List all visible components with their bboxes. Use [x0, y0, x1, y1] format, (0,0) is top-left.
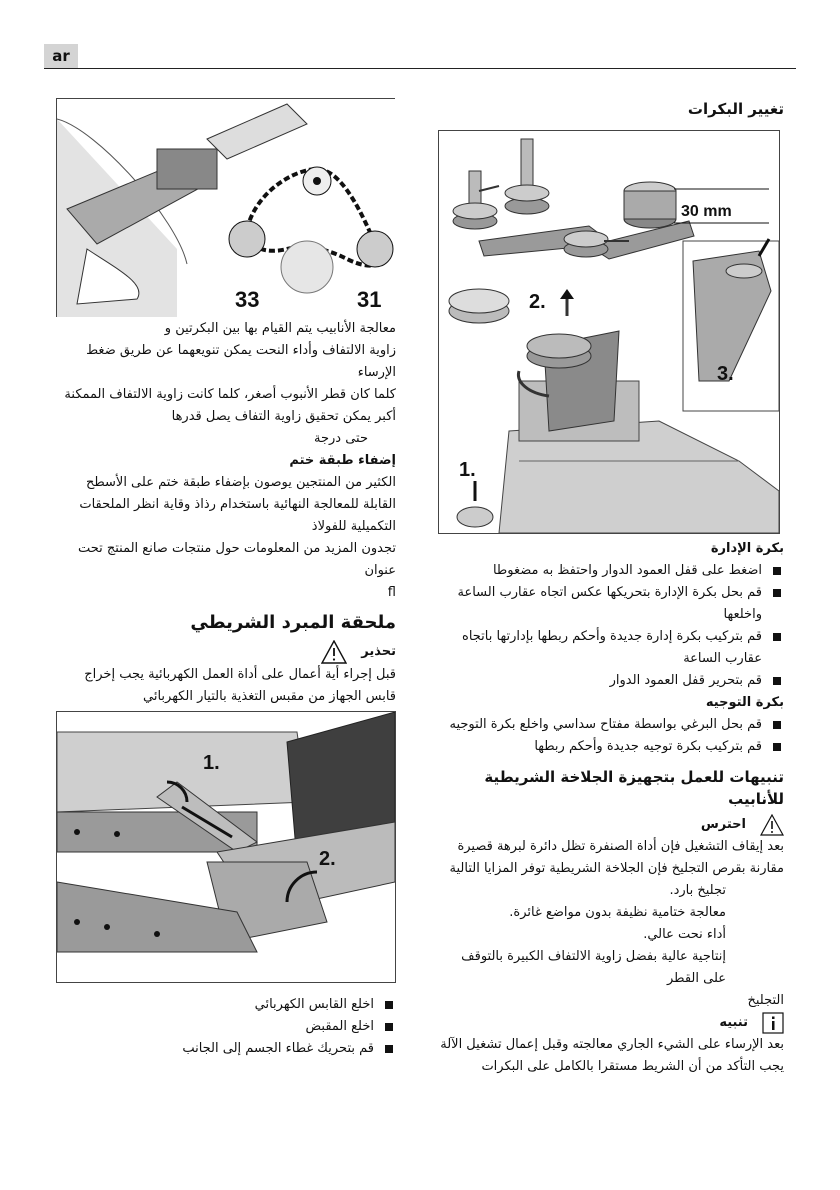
belt-wrap-figure: [56, 98, 395, 317]
para-rollers-line1: معالجة الأنابيب يتم القيام بها بين البكرتين و: [164, 321, 396, 336]
warning-label: تحذير: [361, 644, 396, 659]
belt-wrap-illustration: [57, 99, 395, 317]
warning-row: [56, 640, 396, 664]
mount-steps-block: [56, 994, 396, 1060]
note-text: بعد الإرساء على الشيء الجاري معالجته وقبل إعمال تشغيل الآلة يجب التأكد من أن الشريط مستقرا بالكامل على البكرات: [440, 1037, 784, 1074]
section-title-change-rollers: تغيير البكرات: [687, 100, 784, 118]
mount-step-2: 2.: [319, 848, 336, 870]
list-item: قم بتحرير قفل العمود الدوار: [436, 670, 784, 692]
drive-roller-heading: بكرة الإدارة: [710, 541, 784, 556]
accessory-title: ملحقة المبرد الشريطي: [190, 612, 396, 633]
note-row: [436, 1012, 784, 1034]
warning-triangle-icon: [321, 640, 347, 664]
caution-triangle-icon: [760, 814, 784, 836]
list-item: قم بتركيب بكرة توجيه جديدة وأحكم ربطها: [436, 736, 784, 758]
finish-text: الكثير من المنتجين يوصون بإضفاء طبقة ختم على الأسطح القابلة للمعالجة النهائية باستخدام رذاذ وقاية انظر الملحقات التكميلية للفولاذ: [79, 475, 396, 534]
advantages-list: [436, 880, 784, 990]
caution-text: بعد إيقاف التشغيل فإن أداة الصنفرة تظل دائرة لبرهة قصيرة: [457, 839, 784, 854]
header-rule: [44, 68, 796, 69]
callout-31: 31: [357, 287, 382, 312]
list-item: قم بتركيب بكرة إدارة جديدة وأحكم ربطها بإدارتها باتجاه عقارب الساعة: [436, 626, 784, 670]
list-item: قم بحل بكرة الإدارة بتحريكها عكس اتجاه عقارب الساعة واخلعها: [436, 582, 784, 626]
list-item: قم بتحريك غطاء الجسم إلى الجانب: [56, 1038, 396, 1060]
drive-roller-steps: [436, 560, 784, 692]
list-item: معالجة ختامية نظيفة بدون مواضع غائرة.: [509, 905, 726, 920]
figure-step-3: 3.: [717, 363, 734, 385]
figure-step-1: 1.: [459, 459, 476, 481]
tips-heading: تنبيهات للعمل بتجهيزة الجلاخة الشريطية للأنابيب: [484, 768, 784, 808]
finish-more: تجدون المزيد من المعلومات حول منتجات صانع المنتج تحت عنوان: [77, 541, 396, 578]
list-item: اضغط على قفل العمود الدوار واحتفظ به مضغوطا: [436, 560, 784, 582]
caution-label: احترس: [700, 817, 746, 832]
roller-change-figure: [438, 130, 780, 534]
left-text-block: [56, 318, 396, 736]
info-icon: [762, 1012, 784, 1034]
list-item: اخلع المقبض: [56, 1016, 396, 1038]
advantages-intro: مقارنة بقرص التجليخ فإن الجلاخة الشريطية توفر المزايا التالية: [449, 861, 784, 876]
list-item: قم بحل البرغي بواسطة مفتاح سداسي واخلع بكرة التوجيه: [436, 714, 784, 736]
grinding-label: التجليخ: [747, 993, 784, 1008]
callout-33: 33: [235, 287, 260, 312]
roller-change-illustration: [439, 131, 779, 533]
list-item: إنتاجية عالية بفضل زاوية الالتفاف الكبيرة بالتوقف على القطر: [461, 949, 726, 986]
guide-roller-heading: بكرة التوجيه: [705, 695, 784, 710]
belt-mount-illustration: [57, 712, 395, 982]
para-rollers-rest: زاوية الالتفاف وأداء النحت يمكن تنويعهما عن طريق ضغط الإرساء: [86, 343, 396, 380]
figure-step-2: 2.: [529, 291, 546, 313]
list-item: تجليخ بارد.: [669, 883, 726, 898]
para-diameter-tail: حتى درجة: [314, 431, 368, 446]
language-tab: ar: [44, 44, 78, 68]
drive-roller-section: [436, 538, 784, 1078]
dimension-label-30mm: 30 mm: [681, 203, 732, 220]
warning-text: قبل إجراء أية أعمال على أداة العمل الكهربائية يجب إخراج قابس الجهاز من مقبس التغذية بالتيار الكهربائي: [84, 667, 396, 704]
para-diameter: كلما كان قطر الأنبوب أصغر، كلما كانت زاوية الالتفاف الممكنة أكبر يمكن تحقيق زاوية التفاف يصل قدرها: [64, 387, 396, 424]
mount-steps: [56, 994, 396, 1060]
note-label: تنبيه: [719, 1015, 748, 1030]
caution-row: [436, 814, 784, 836]
list-item: اخلع القابس الكهربائي: [56, 994, 396, 1016]
mount-step-1: 1.: [203, 752, 220, 774]
finish-heading: إضفاء طبقة ختم: [289, 453, 396, 468]
guide-roller-steps: [436, 714, 784, 758]
finish-more-tail: fl: [387, 585, 396, 600]
list-item: أداء نحت عالي.: [643, 927, 726, 942]
belt-mount-figure: [56, 711, 396, 983]
